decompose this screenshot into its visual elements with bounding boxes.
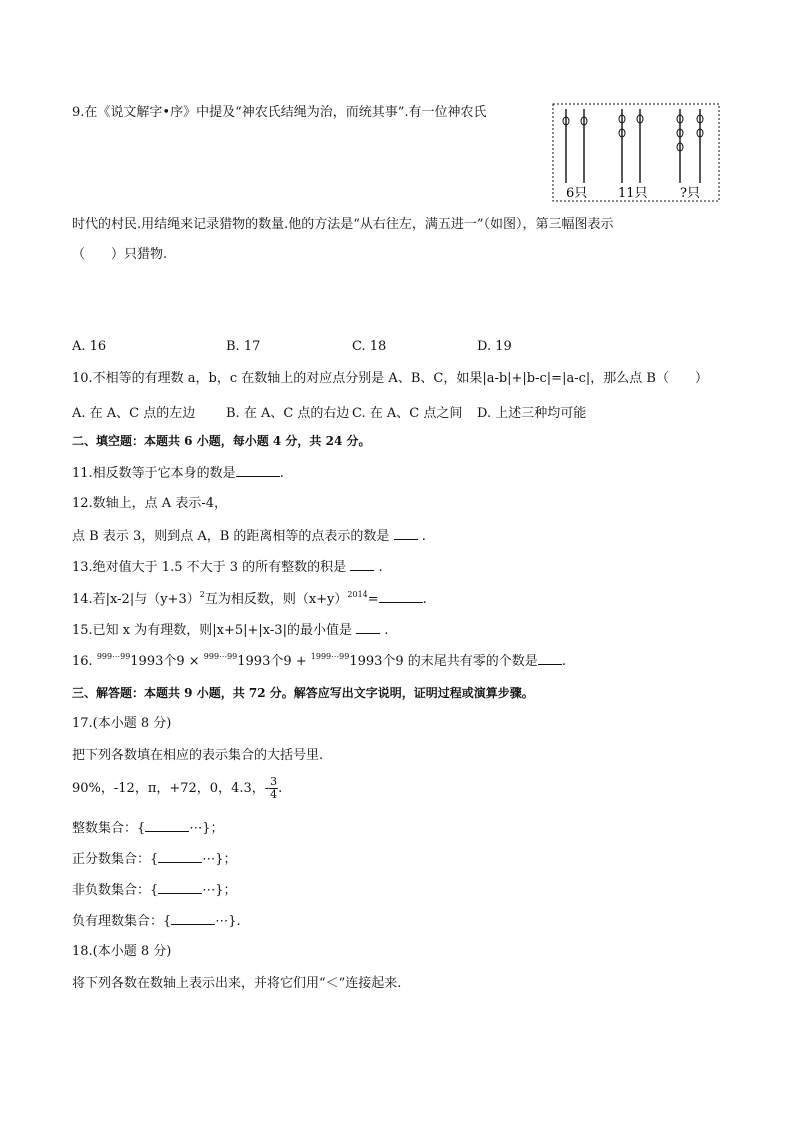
- q9-line3: （ ）只猎物.: [72, 247, 168, 262]
- q17-numbers: 90%，-12，π，+72，0，4.3，- $\frac{3}{4}$ .: [72, 775, 283, 801]
- q11: 11.相反数等于它本身的数是 .: [72, 466, 284, 481]
- q9-option-a: A. 16: [72, 339, 107, 354]
- q9-line1: 9.在《说文解字•序》中提及“神农氏结绳为治，而统其事”.有一位神农氏: [72, 105, 487, 120]
- q10-stem: 10.不相等的有理数 a，b，c 在数轴上的对应点分别是 A、B、C，如果|a-b|+|b-c|=|a-c|，那么点 B（ ）: [72, 371, 708, 386]
- answer-blank: [356, 621, 380, 634]
- q12-line2: 点 B 表示 3，则到点 A，B 的距离相等的点表示的数是 .: [72, 529, 426, 544]
- q9-option-b: B. 17: [226, 339, 261, 354]
- q18-instruction: 将下列各数在数轴上表示出来，并将它们用“＜”连接起来.: [72, 976, 402, 991]
- answer-blank: [394, 527, 418, 540]
- q17-set-negative-rational: 负有理数集合：{ ⋯}.: [72, 914, 241, 929]
- answer-blank: [145, 819, 189, 832]
- figure-label-3: ?只: [680, 186, 700, 201]
- q17-instruction: 把下列各数填在相应的表示集合的大括号里.: [72, 748, 324, 763]
- q17-head: 17.(本小题 8 分): [72, 716, 172, 731]
- knot-figure: [552, 103, 720, 202]
- q10-option-a: A. 在 A、C 点的左边: [72, 406, 196, 421]
- knot-rope-diagram: [552, 103, 720, 202]
- q17-set-integers: 整数集合：{ ⋯}；: [72, 821, 224, 836]
- answer-blank: [350, 558, 374, 571]
- answer-blank: [379, 590, 423, 603]
- q13: 13.绝对值大于 1.5 不大于 3 的所有整数的积是 .: [72, 560, 383, 575]
- q9-line2: 时代的村民.用结绳来记录猎物的数量.他的方法是“从右往左，满五进一”（如图），第三幅图表示: [72, 217, 614, 232]
- q10-option-d: D. 上述三种均可能: [477, 406, 587, 421]
- q17-set-positive-fractions: 正分数集合：{ ⋯}；: [72, 852, 237, 867]
- figure-label-2: 11只: [618, 186, 648, 201]
- answer-blank: [171, 912, 215, 925]
- answer-blank: [158, 850, 202, 863]
- q15: 15.已知 x 为有理数，则|x+5|+|x-3|的最小值是 .: [72, 623, 389, 638]
- q10-option-b: B. 在 A、C 点的右边: [226, 406, 350, 421]
- section2-heading: 二、填空题：本题共 6 小题，每小题 4 分，共 24 分。: [72, 434, 371, 448]
- q16: 16. $^{999\cdots 99}$1993个9 × $^{999\cdots 99}$1993个9 + $^{1999\cdots 99}$1993个9 的末尾共有零的个数是 .: [72, 652, 566, 669]
- q12-line1: 12.数轴上，点 A 表示-4，: [72, 496, 227, 511]
- q18-head: 18.(本小题 8 分): [72, 944, 172, 959]
- q14: 14.若|x-2|与$(y+3)^2$互为相反数，则$(x+y)^{2014}=$ .: [72, 590, 427, 607]
- q9-option-c: C. 18: [352, 339, 387, 354]
- answer-blank: [538, 652, 562, 665]
- section3-heading: 三、解答题：本题共 9 小题，共 72 分。解答应写出文字说明，证明过程或演算步骤。: [72, 686, 534, 700]
- answer-blank: [158, 881, 202, 894]
- q17-set-nonnegative: 非负数集合：{ ⋯}；: [72, 883, 237, 898]
- q10-option-c: C. 在 A、C 点之间: [352, 406, 463, 421]
- q9-option-d: D. 19: [477, 339, 512, 354]
- fraction: $\frac{3}{4}$: [270, 775, 278, 801]
- figure-label-1: 6只: [566, 186, 588, 201]
- answer-blank: [236, 464, 280, 477]
